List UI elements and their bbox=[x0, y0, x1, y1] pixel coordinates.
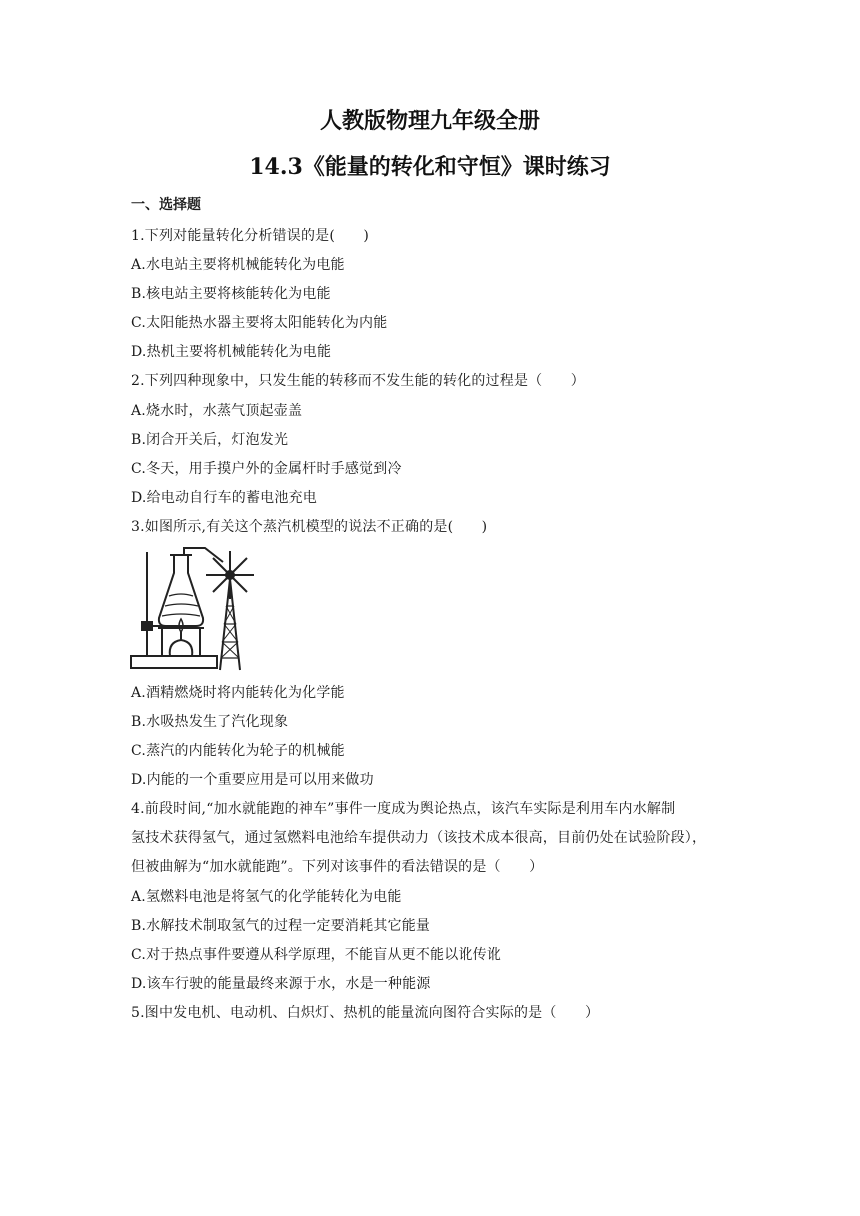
q1-option-a: A.水电站主要将机械能转化为电能 bbox=[131, 257, 345, 273]
section-heading: 一、选择题 bbox=[131, 197, 201, 213]
question-4-line-2: 氢技术获得氢气，通过氢燃料电池给车提供动力（该技术成本很高，目前仍处在试验阶段）， bbox=[131, 830, 707, 846]
q2-option-d: D.给电动自行车的蓄电池充电 bbox=[131, 490, 317, 506]
q1-option-c: C.太阳能热水器主要将太阳能转化为内能 bbox=[131, 315, 388, 331]
q4-option-a: A.氢燃料电池是将氢气的化学能转化为电能 bbox=[131, 889, 402, 905]
q4-option-b: B.水解技术制取氢气的过程一定要消耗其它能量 bbox=[131, 918, 431, 934]
q2-option-a: A.烧水时，水蒸气顶起壶盖 bbox=[131, 403, 303, 419]
question-2: 2.下列四种现象中，只发生能的转移而不发生能的转化的过程是（ ） bbox=[131, 373, 585, 389]
q1-option-b: B.核电站主要将核能转化为电能 bbox=[131, 286, 331, 302]
question-5: 5.图中发电机、电动机、白炽灯、热机的能量流向图符合实际的是（ ） bbox=[131, 1005, 600, 1021]
q3-option-d: D.内能的一个重要应用是可以用来做功 bbox=[131, 772, 374, 788]
q3-option-a: A.酒精燃烧时将内能转化为化学能 bbox=[131, 685, 345, 701]
question-1: 1.下列对能量转化分析错误的是( ) bbox=[131, 228, 370, 244]
question-3: 3.如图所示,有关这个蒸汽机模型的说法不正确的是( ) bbox=[131, 519, 488, 535]
q3-option-b: B.水吸热发生了汽化现象 bbox=[131, 714, 289, 730]
steam-engine-figure bbox=[128, 546, 256, 672]
document-title: 人教版物理九年级全册 bbox=[319, 108, 540, 134]
question-4-line-3: 但被曲解为“加水就能跑”。下列对该事件的看法错误的是（ ） bbox=[131, 859, 544, 875]
question-4-line-1: 4.前段时间,“加水就能跑的神车”事件一度成为舆论热点，该汽车实际是利用车内水解制 bbox=[131, 801, 676, 817]
q2-option-c: C.冬天，用手摸户外的金属杆时手感觉到冷 bbox=[131, 461, 402, 477]
q2-option-b: B.闭合开关后，灯泡发光 bbox=[131, 432, 289, 448]
document-subtitle: 14.3《能量的转化和守恒》课时练习 bbox=[249, 154, 611, 180]
q4-option-c: C.对于热点事件要遵从科学原理，不能盲从更不能以讹传讹 bbox=[131, 947, 502, 963]
q1-option-d: D.热机主要将机械能转化为电能 bbox=[131, 344, 332, 360]
q4-option-d: D.该车行驶的能量最终来源于水，水是一种能源 bbox=[131, 976, 431, 992]
q3-option-c: C.蒸汽的内能转化为轮子的机械能 bbox=[131, 743, 345, 759]
